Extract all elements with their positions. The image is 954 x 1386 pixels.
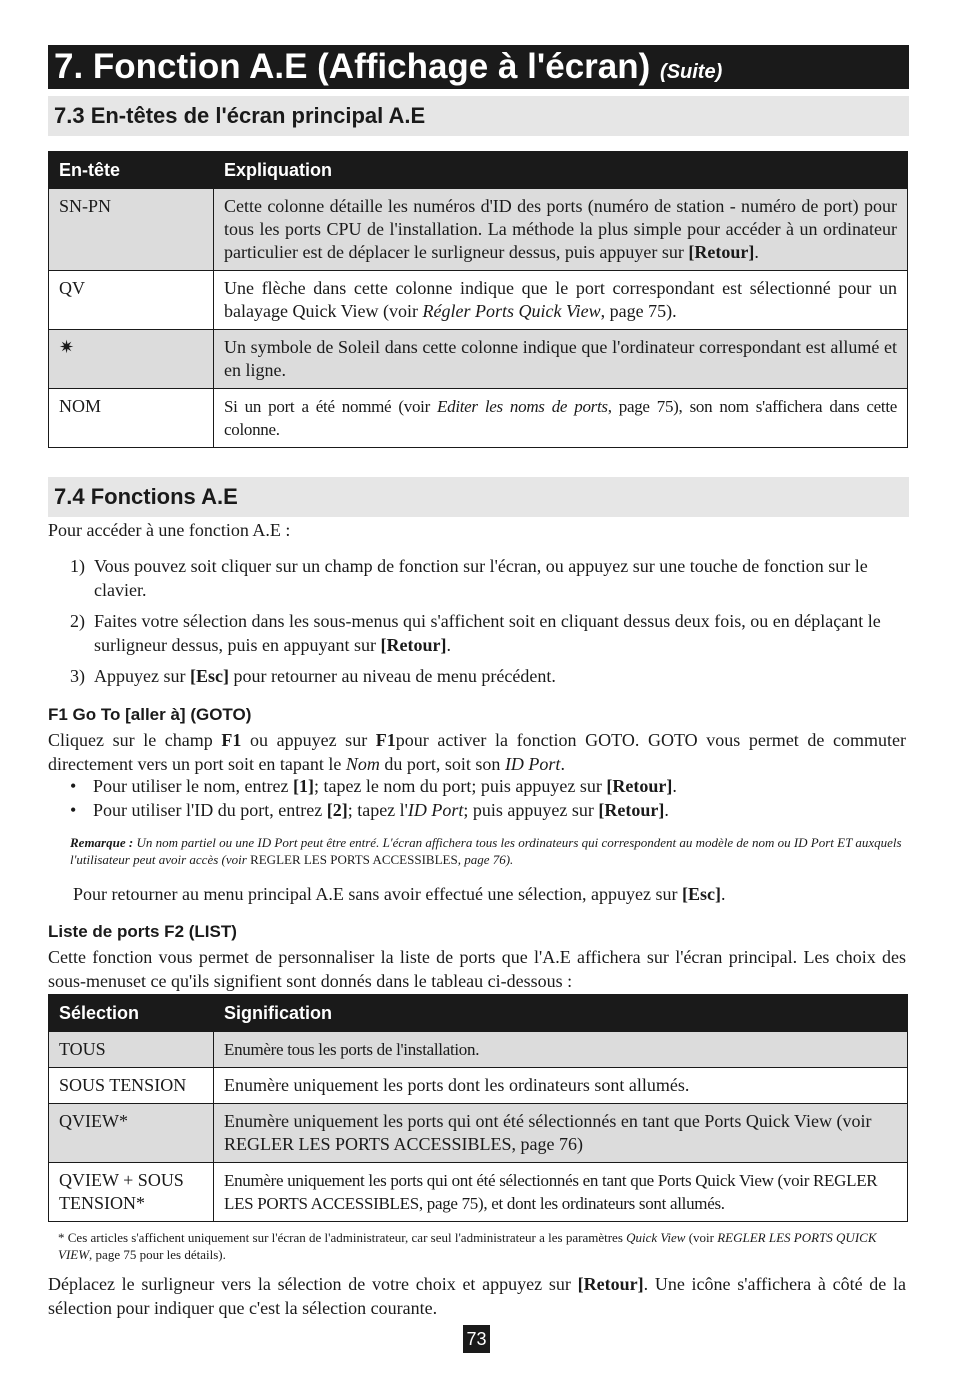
list-item: 3) Appuyez sur [Esc] pour retourner au niveau de menu précédent. [70,666,556,686]
footnote: * Ces articles s'affichent uniquement sur l'écran de l'administrateur, car seul l'administrateur a les paramètres Quick View (voir REGLER LES PORTS QUICK VIEW, page 75 pour les détails). [58,1230,877,1262]
cell-selection: TOUS [49,1032,214,1068]
cell-selection: QVIEW* [49,1104,214,1163]
table-row [49,1163,908,1222]
column-header: Expliquation [214,152,908,189]
cell-header-name: QV [49,271,214,330]
table-row [49,1068,908,1104]
table-row [49,189,908,271]
column-header: Sélection [49,995,214,1032]
table-header-row [49,152,908,189]
f2-heading: Liste de ports F2 (LIST) [48,922,237,941]
list-options-table [48,994,908,1222]
page-banner [48,45,909,89]
list-item: 1) Vous pouvez soit cliquer sur un champ de fonction sur l'écran, ou appuyez sur une touche de fonction sur le clavier. [70,556,868,600]
intro-text: Pour accéder à une fonction A.E : [48,520,291,540]
cell-header-name: SN-PN [49,189,214,271]
cell-header-name: NOM [49,389,214,448]
section-heading-7-3: 7.3 En-têtes de l'écran principal A.E [48,96,909,136]
table-row [49,1032,908,1068]
cell-explanation: Une flèche dans cette colonne indique que le port correspondant est sélectionné pour un balayage Quick View (voir Régler Ports Quick View, page 75). [214,271,908,330]
f2-intro: Cette fonction vous permet de personnaliser la liste de ports que l'A.E affichera sur l'écran principal. Les choix des sous-menuset ce qu'ils signifient sont donnés dans le tableau ci-dessous : [48,947,906,991]
cell-meaning: Enumère uniquement les ports dont les ordinateurs sont allumés. [214,1068,908,1104]
f1-heading: F1 Go To [aller à] (GOTO) [48,705,252,724]
cell-selection: SOUS TENSION [49,1068,214,1104]
sun-symbol-icon: ✷ [49,330,214,389]
closing-paragraph: Déplacez le surligneur vers la sélection de votre choix et appuyez sur [Retour]. Une icône s'affichera à côté de la sélection pour indiquer que c'est la sélection courante. [48,1274,907,1318]
list-item: • Pour utiliser l'ID du port, entrez [2]; tapez l'ID Port; puis appuyez sur [Retour]. [70,800,669,820]
banner-title: 7. Fonction A.E (Affichage à l'écran) [54,47,651,86]
banner-suffix: (Suite) [660,61,723,83]
column-header: Signification [214,995,908,1032]
list-item: • Pour utiliser le nom, entrez [1]; tapez le nom du port; puis appuyez sur [Retour]. [70,776,677,796]
table-row [49,330,908,389]
table-row [49,389,908,448]
headers-table [48,151,908,448]
cell-explanation: Cette colonne détaille les numéros d'ID des ports (numéro de station - numéro de port) pour tous les ports CPU de l'installation. La méthode la plus simple pour accéder à un ordinateur particulier est de déplacer le surligneur dessus, puis appuyer sur [Retour]. [214,189,908,271]
return-instruction: Pour retourner au menu principal A.E sans avoir effectué une sélection, appuyez sur [Esc]. [73,884,726,904]
table-row [49,271,908,330]
cell-selection: QVIEW + SOUS TENSION* [49,1163,214,1222]
cell-explanation: Si un port a été nommé (voir Editer les noms de ports, page 75), son nom s'affichera dans cette colonne. [214,389,908,448]
list-item: 2) Faites votre sélection dans les sous-menus qui s'affichent soit en cliquant dessus deux fois, ou en déplaçant le surligneur dessus, puis en appuyant sur [Retour]. [70,611,881,655]
table-row [49,1104,908,1163]
cell-explanation: Un symbole de Soleil dans cette colonne indique que l'ordinateur correspondant est allumé et en ligne. [214,330,908,389]
page-number: 73 [463,1325,490,1353]
table-header-row [49,995,908,1032]
remark-note: Remarque : Un nom partiel ou une ID Port peut être entré. L'écran affichera tous les ordinateurs qui correspondent au modèle de nom ou ID Port ET auxquels l'utilisateur peut avoir accès (voir REGLER LES PORTS ACCESSIBLES, page 76). [70,835,902,867]
f1-paragraph: Cliquez sur le champ F1 ou appuyez sur F1pour activer la fonction GOTO. GOTO vous permet de commuter directement vers un port soit en tapant le Nom du port, soit son ID Port. [48,730,906,774]
cell-meaning: Enumère uniquement les ports qui ont été sélectionnés en tant que Ports Quick View (voir REGLER LES PORTS ACCESSIBLES, page 75), et dont les ordinateurs sont allumés. [214,1163,908,1222]
cell-meaning: Enumère tous les ports de l'installation. [214,1032,908,1068]
section-heading-7-4: 7.4 Fonctions A.E [48,477,909,517]
cell-meaning: Enumère uniquement les ports qui ont été sélectionnés en tant que Ports Quick View (voir REGLER LES PORTS ACCESSIBLES, page 76) [214,1104,908,1163]
column-header: En-tête [49,152,214,189]
